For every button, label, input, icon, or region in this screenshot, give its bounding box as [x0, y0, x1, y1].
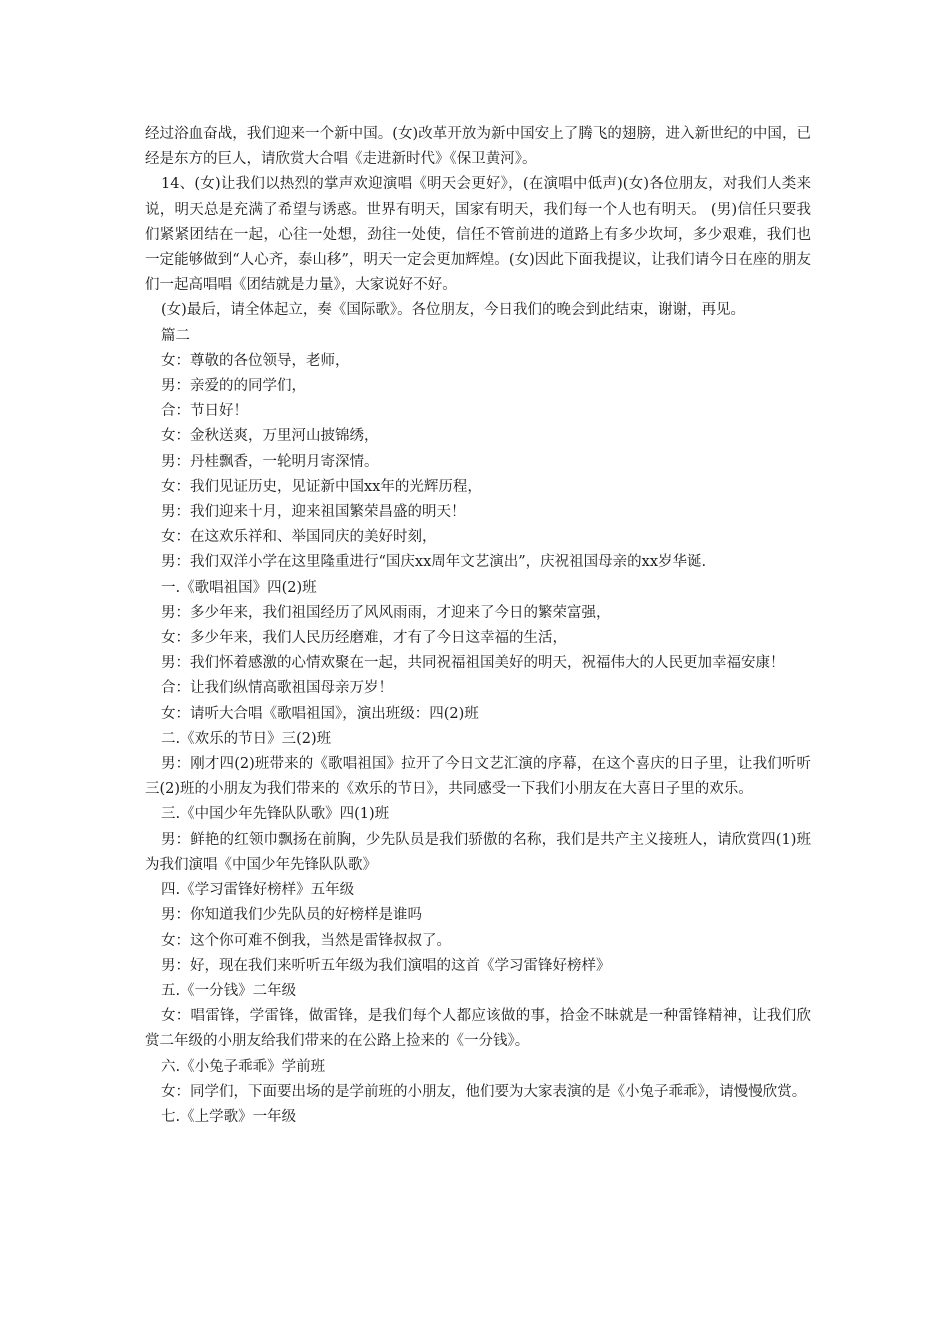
dialogue-line: 女：请听大合唱《歌唱祖国》，演出班级：四(2)班 [161, 705, 479, 722]
paragraph-item-14: 14、(女)让我们以热烈的掌声欢迎演唱《明天会更好》，(在演唱中低声)(女)各位朋友，对我们人类来说，明天总是充满了希望与诱惑。世界有明天，国家有明天，我们每一个人也有明天。 (男)信任只要我们紧紧团结在一起，心往一处想，劲往一处使，信任不管前进的道路上有多少坎坷，多少艰难，我们也一定能够做到“人心齐，泰山移”，明天一定会更加辉煌。(女)因此下面我提议，让我们请今日在座的朋友们一起高唱唱《团结就是力量》，大家说好不好。 [145, 176, 811, 294]
document-body [145, 122, 811, 1130]
dialogue-line: 女：这个你可难不倒我，当然是雷锋叔叔了。 [161, 932, 451, 949]
paragraph-continuation: 经过浴血奋战，我们迎来一个新中国。(女)改革开放为新中国安上了腾飞的翅膀，进入新世纪的中国，已经是东方的巨人，请欣赏大合唱《走进新时代》《保卫黄河》。 [145, 126, 811, 168]
program-item-heading: 六.《小兔子乖乖》学前班 [161, 1058, 326, 1075]
dialogue-line: 男：丹桂飘香，一轮明月寄深情。 [161, 453, 379, 470]
dialogue-line: 女：多少年来，我们人民历经磨难，才有了今日这幸福的生活， [161, 630, 567, 647]
dialogue-line: 女：金秋送爽，万里河山披锦绣， [161, 428, 379, 445]
program-item-heading: 二.《欢乐的节日》三(2)班 [161, 730, 332, 747]
dialogue-line: 男：亲爱的的同学们， [161, 378, 306, 395]
dialogue-line: 女：尊敬的各位领导，老师， [161, 352, 350, 369]
dialogue-line: 男：你知道我们少先队员的好榜样是谁吗 [161, 907, 422, 924]
program-item-heading: 七.《上学歌》一年级 [161, 1108, 297, 1125]
program-item-heading: 四.《学习雷锋好榜样》五年级 [161, 882, 355, 899]
dialogue-line: 男：我们怀着感激的心情欢聚在一起，共同祝福祖国美好的明天，祝福伟大的人民更加幸福安康！ [161, 655, 785, 672]
dialogue-line: 男：我们迎来十月，迎来祖国繁荣昌盛的明天！ [161, 504, 466, 521]
paragraph-closing: (女)最后，请全体起立，奏《国际歌》。各位朋友，今日我们的晚会到此结束，谢谢，再见。 [161, 302, 746, 319]
dialogue-line: 女：同学们，下面要出场的是学前班的小朋友，他们要为大家表演的是《小兔子乖乖》，请慢慢欣赏。 [161, 1083, 807, 1100]
program-item-heading: 五.《一分钱》二年级 [161, 982, 297, 999]
dialogue-line: 男：鲜艳的红领巾飘扬在前胸，少先队员是我们骄傲的名称，我们是共产主义接班人，请欣赏四(1)班为我们演唱《中国少年先锋队队歌》 [145, 831, 811, 873]
dialogue-line: 男：刚才四(2)班带来的《歌唱祖国》拉开了今日文艺汇演的序幕，在这个喜庆的日子里，让我们听听三(2)班的小朋友为我们带来的《欢乐的节日》，共同感受一下我们小朋友在大喜日子里的欢乐。 [145, 756, 811, 798]
dialogue-line: 女：唱雷锋，学雷锋，做雷锋，是我们每个人都应该做的事，拾金不昧就是一种雷锋精神，让我们欣赏二年级的小朋友给我们带来的在公路上捡来的《一分钱》。 [145, 1008, 811, 1050]
dialogue-line: 合：节日好！ [161, 403, 248, 420]
program-item-heading: 一.《歌唱祖国》四(2)班 [161, 579, 317, 596]
dialogue-line: 男：我们双洋小学在这里隆重进行“国庆xx周年文艺演出”，庆祝祖国母亲的xx岁华诞. [161, 554, 707, 571]
program-item-heading: 三.《中国少年先锋队队歌》四(1)班 [161, 806, 390, 823]
dialogue-line: 男：多少年来，我们祖国经历了风风雨雨，才迎来了今日的繁荣富强， [161, 604, 611, 621]
section-heading-part-two: 篇二 [161, 327, 190, 344]
dialogue-line: 男：好，现在我们来听听五年级为我们演唱的这首《学习雷锋好榜样》 [161, 957, 611, 974]
dialogue-line: 女：在这欢乐祥和、举国同庆的美好时刻， [161, 529, 437, 546]
dialogue-line: 合：让我们纵情高歌祖国母亲万岁！ [161, 680, 393, 697]
dialogue-line: 女：我们见证历史，见证新中国xx年的光辉历程， [161, 478, 482, 495]
